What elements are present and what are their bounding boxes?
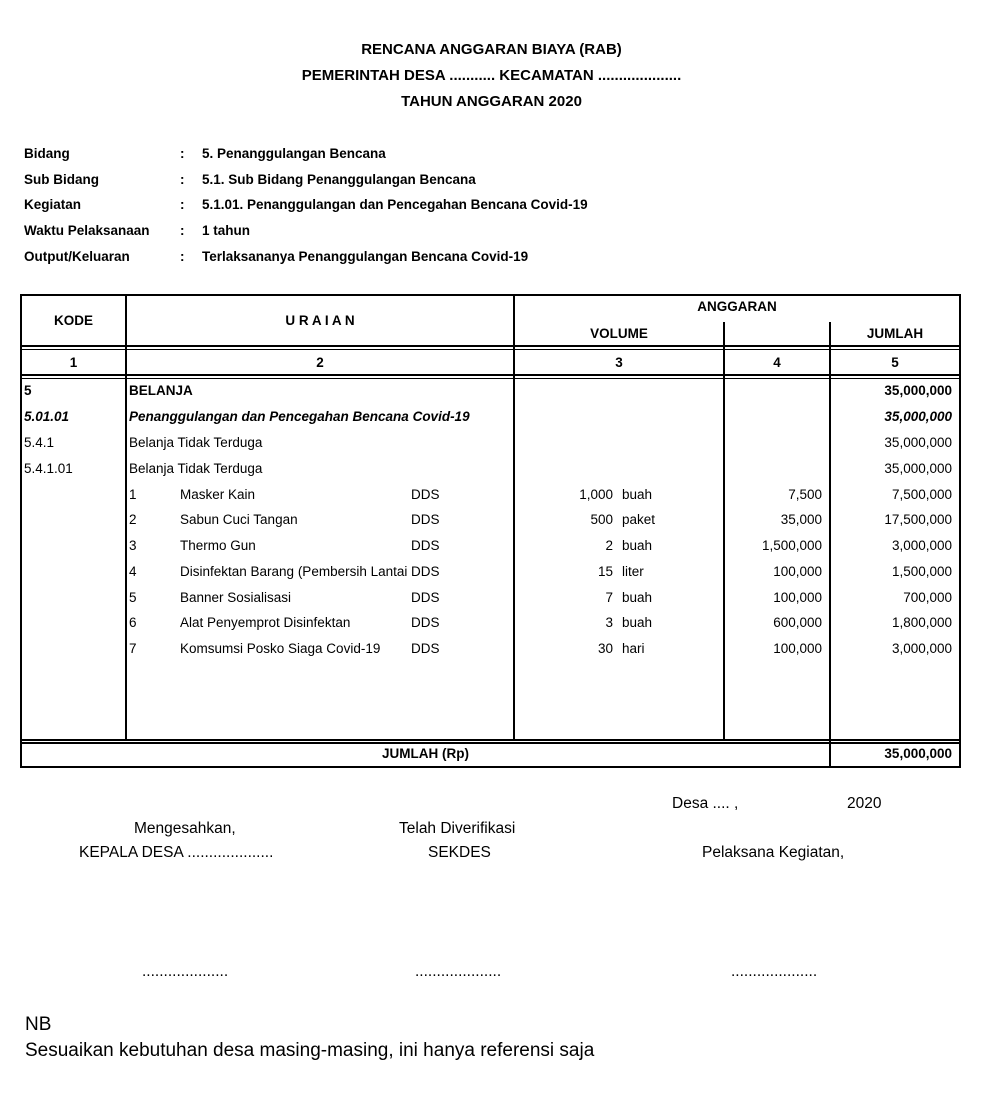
- row-jumlah: 35,000,000: [884, 461, 952, 476]
- info-colon: :: [180, 249, 185, 264]
- info-colon: :: [180, 197, 185, 212]
- item-name: Komsumsi Posko Siaga Covid-19: [180, 641, 381, 656]
- row-uraian: BELANJA: [129, 383, 193, 398]
- info-colon: :: [180, 223, 185, 238]
- total-divider: [20, 739, 961, 741]
- doc-title: RENCANA ANGGARAN BIAYA (RAB): [361, 41, 622, 58]
- row-kode: 5: [24, 383, 32, 398]
- item-source: DDS: [411, 615, 440, 630]
- row-jumlah: 35,000,000: [884, 383, 952, 398]
- header-jumlah: JUMLAH: [866, 326, 924, 341]
- item-unit: hari: [622, 641, 645, 656]
- item-number: 7: [129, 641, 137, 656]
- info-value-waktu: 1 tahun: [202, 223, 251, 238]
- total-value: 35,000,000: [884, 746, 952, 761]
- item-total: 3,000,000: [891, 538, 952, 553]
- info-label-output: Output/Keluaran: [24, 249, 130, 264]
- item-total: 7,500,000: [891, 487, 952, 502]
- info-colon: :: [180, 172, 185, 187]
- info-value-sub-bidang: 5.1. Sub Bidang Penanggulangan Bencana: [202, 172, 476, 187]
- item-qty: 7: [605, 590, 613, 605]
- item-price: 100,000: [773, 641, 822, 656]
- item-price: 100,000: [773, 590, 822, 605]
- header-divider: [20, 345, 961, 347]
- number-row-divider: [20, 374, 961, 376]
- item-qty: 3: [605, 615, 613, 630]
- item-number: 5: [129, 590, 137, 605]
- col-number-3: 3: [615, 355, 623, 370]
- approval-label: Mengesahkan,: [134, 820, 236, 837]
- row-kode: 5.4.1: [24, 435, 55, 450]
- header-kode: KODE: [53, 313, 93, 328]
- item-qty: 500: [590, 512, 613, 527]
- col-number-4: 4: [773, 355, 781, 370]
- item-price: 7,500: [788, 487, 822, 502]
- doc-subtitle-year: TAHUN ANGGARAN 2020: [401, 93, 582, 110]
- note-label: NB: [25, 1014, 52, 1035]
- info-value-bidang: 5. Penanggulangan Bencana: [202, 146, 386, 161]
- header-volume: VOLUME: [590, 326, 648, 341]
- item-unit: liter: [622, 564, 644, 579]
- verified-label: Telah Diverifikasi: [399, 820, 516, 837]
- col-divider-volume: [723, 322, 725, 740]
- sekdes-label: SEKDES: [428, 844, 491, 861]
- item-source: DDS: [411, 538, 440, 553]
- item-qty: 2: [605, 538, 613, 553]
- row-uraian: Belanja Tidak Terduga: [129, 435, 263, 450]
- total-label: JUMLAH (Rp): [382, 746, 469, 761]
- doc-subtitle-government: PEMERINTAH DESA ........... KECAMATAN ....................: [301, 67, 682, 84]
- item-name: Banner Sosialisasi: [180, 590, 292, 605]
- number-row-divider: [20, 378, 961, 379]
- header-uraian: U R A I A N: [285, 313, 355, 328]
- item-unit: buah: [622, 590, 653, 605]
- row-jumlah: 35,000,000: [884, 435, 952, 450]
- row-uraian: Penanggulangan dan Pencegahan Bencana Covid-19: [129, 409, 470, 424]
- row-uraian: Belanja Tidak Terduga: [129, 461, 263, 476]
- item-price: 35,000: [780, 512, 822, 527]
- item-source: DDS: [411, 487, 440, 502]
- item-unit: paket: [622, 512, 656, 527]
- table-border-top: [20, 294, 961, 296]
- table-border-bottom: [20, 766, 961, 768]
- place-date: Desa .... ,: [672, 795, 739, 812]
- total-divider: [20, 742, 961, 744]
- item-qty: 15: [597, 564, 613, 579]
- item-name: Disinfektan Barang (Pembersih Lantai: [180, 564, 408, 579]
- info-label-waktu: Waktu Pelaksanaan: [24, 223, 150, 238]
- item-unit: buah: [622, 538, 653, 553]
- item-name: Sabun Cuci Tangan: [180, 512, 298, 527]
- info-label-sub-bidang: Sub Bidang: [24, 172, 99, 187]
- item-number: 6: [129, 615, 137, 630]
- header-divider: [20, 349, 961, 350]
- item-qty: 1,000: [579, 487, 613, 502]
- table-border-right: [959, 294, 961, 768]
- item-price: 1,500,000: [761, 538, 822, 553]
- header-anggaran: ANGGARAN: [697, 299, 777, 314]
- info-value-kegiatan: 5.1.01. Penanggulangan dan Pencegahan Bencana Covid-19: [202, 197, 588, 212]
- kepala-desa-label: KEPALA DESA ....................: [79, 844, 274, 861]
- item-number: 4: [129, 564, 137, 579]
- item-source: DDS: [411, 641, 440, 656]
- item-unit: buah: [622, 487, 653, 502]
- info-colon: :: [180, 146, 185, 161]
- col-number-1: 1: [69, 355, 78, 370]
- item-price: 600,000: [773, 615, 822, 630]
- item-price: 100,000: [773, 564, 822, 579]
- signature-line-sekdes: ....................: [415, 963, 502, 980]
- item-total: 1,500,000: [891, 564, 952, 579]
- pelaksana-label: Pelaksana Kegiatan,: [702, 844, 845, 861]
- item-total: 3,000,000: [891, 641, 952, 656]
- row-jumlah: 35,000,000: [884, 409, 952, 424]
- item-total: 1,800,000: [891, 615, 952, 630]
- signature-line-kepala-desa: ....................: [142, 963, 229, 980]
- signature-line-pelaksana: ....................: [731, 963, 818, 980]
- item-number: 3: [129, 538, 137, 553]
- item-source: DDS: [411, 590, 440, 605]
- item-number: 2: [129, 512, 137, 527]
- item-source: DDS: [411, 564, 440, 579]
- info-label-kegiatan: Kegiatan: [24, 197, 82, 212]
- info-label-bidang: Bidang: [24, 146, 70, 161]
- item-name: Masker Kain: [180, 487, 256, 502]
- info-value-output: Terlaksananya Penanggulangan Bencana Covid-19: [202, 249, 529, 264]
- row-kode: 5.01.01: [24, 409, 70, 424]
- item-number: 1: [129, 487, 137, 502]
- row-kode: 5.4.1.01: [24, 461, 73, 476]
- note-text: Sesuaikan kebutuhan desa masing-masing, ini hanya referensi saja: [25, 1040, 595, 1061]
- item-total: 17,500,000: [884, 512, 952, 527]
- item-unit: buah: [622, 615, 653, 630]
- item-source: DDS: [411, 512, 440, 527]
- signature-year: 2020: [847, 795, 882, 812]
- item-qty: 30: [597, 641, 613, 656]
- col-number-5: 5: [891, 355, 899, 370]
- col-number-2: 2: [316, 355, 324, 370]
- item-name: Alat Penyemprot Disinfektan: [180, 615, 351, 630]
- item-total: 700,000: [903, 590, 952, 605]
- item-name: Thermo Gun: [180, 538, 256, 553]
